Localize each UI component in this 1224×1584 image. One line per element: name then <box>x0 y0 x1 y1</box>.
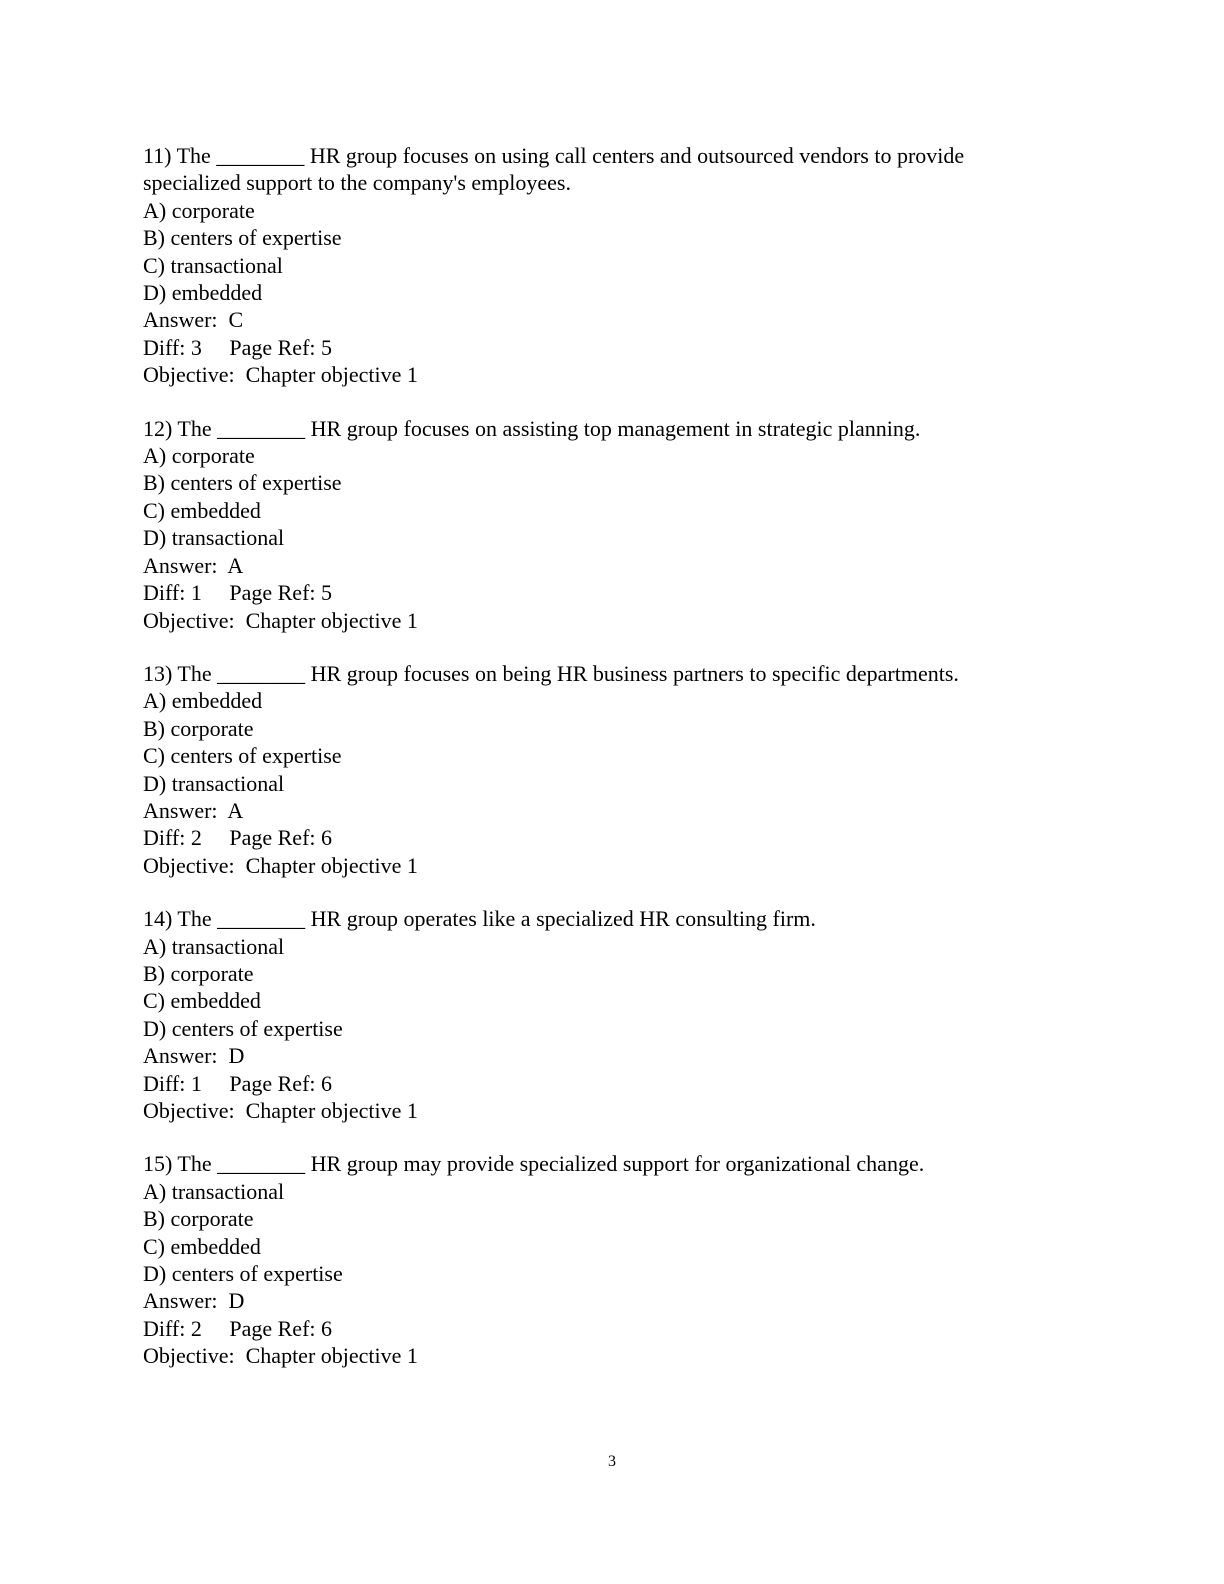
difficulty-line: Diff: 1 Page Ref: 5 <box>143 580 333 606</box>
option-c: C) transactional <box>143 252 283 278</box>
option-c: C) embedded <box>143 497 261 523</box>
option-d: D) centers of expertise <box>143 1015 343 1041</box>
document-page <box>143 142 1103 1396</box>
question-12 <box>143 415 1103 634</box>
option-c: C) embedded <box>143 1233 261 1259</box>
option-d: D) embedded <box>143 280 263 306</box>
answer-line: Answer: C <box>143 307 244 333</box>
answer-line: Answer: D <box>143 1043 245 1069</box>
option-d: D) transactional <box>143 770 285 796</box>
option-b: B) corporate <box>143 715 254 741</box>
option-c: C) embedded <box>143 988 261 1014</box>
option-a: A) transactional <box>143 933 285 959</box>
question-stem: 14) The ________ HR group operates like a specialized HR consulting firm. <box>143 906 816 932</box>
objective-line: Objective: Chapter objective 1 <box>143 852 418 878</box>
question-stem: 15) The ________ HR group may provide specialized support for organizational change. <box>143 1151 925 1177</box>
difficulty-line: Diff: 1 Page Ref: 6 <box>143 1070 333 1096</box>
option-b: B) corporate <box>143 1206 254 1232</box>
option-b: B) centers of expertise <box>143 470 342 496</box>
objective-line: Objective: Chapter objective 1 <box>143 362 418 388</box>
option-c: C) centers of expertise <box>143 743 342 769</box>
answer-line: Answer: D <box>143 1288 245 1314</box>
option-a: A) corporate <box>143 443 255 469</box>
objective-line: Objective: Chapter objective 1 <box>143 1098 418 1123</box>
question-15 <box>143 1150 1103 1369</box>
question-14 <box>143 905 1103 1124</box>
question-13 <box>143 660 1103 879</box>
option-b: B) centers of expertise <box>143 225 342 251</box>
question-11 <box>143 142 1103 389</box>
option-b: B) corporate <box>143 960 254 986</box>
page-number: 3 <box>608 1453 616 1470</box>
question-stem: 11) The ________ HR group focuses on using call centers and outsourced vendors to provide <box>143 143 965 168</box>
question-stem: 12) The ________ HR group focuses on assisting top management in strategic planning. <box>143 415 921 441</box>
question-stem: specialized support to the company's employees. <box>143 170 571 196</box>
objective-line: Objective: Chapter objective 1 <box>143 607 418 633</box>
difficulty-line: Diff: 3 Page Ref: 5 <box>143 334 333 360</box>
answer-line: Answer: A <box>143 797 244 823</box>
question-stem: 13) The ________ HR group focuses on being HR business partners to specific departments. <box>143 660 959 686</box>
answer-line: Answer: A <box>143 552 244 578</box>
option-a: A) transactional <box>143 1178 285 1204</box>
objective-line: Objective: Chapter objective 1 <box>143 1343 418 1369</box>
difficulty-line: Diff: 2 Page Ref: 6 <box>143 825 333 851</box>
option-d: D) centers of expertise <box>143 1261 343 1287</box>
difficulty-line: Diff: 2 Page Ref: 6 <box>143 1315 333 1341</box>
option-a: A) embedded <box>143 688 263 714</box>
option-a: A) corporate <box>143 197 255 223</box>
option-d: D) transactional <box>143 525 285 551</box>
